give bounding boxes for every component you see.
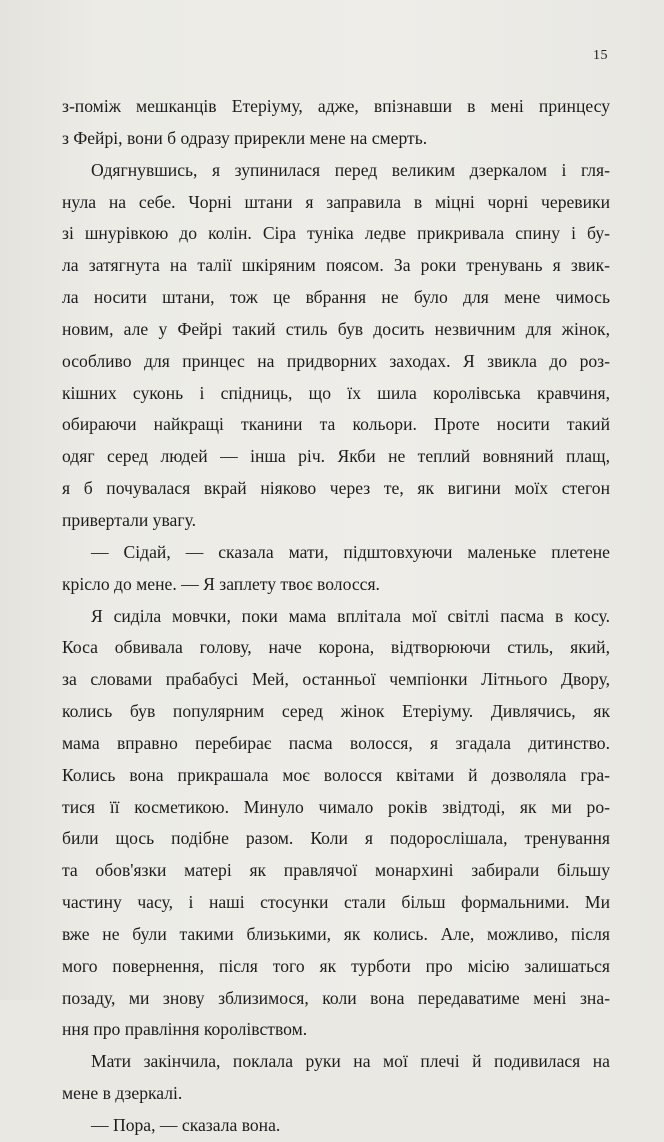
text-line: тися її косметикою. Минуло чимало років звідтоді, як ми ро- xyxy=(62,796,610,817)
text-line: зі шнурівкою до колін. Сіра туніка ледве прикривала спину і бу- xyxy=(62,223,610,244)
text-line: Я сиділа мовчки, поки мама вплітала мої світлі пасма в косу. xyxy=(91,605,610,626)
text-line: Коса обвивала голову, наче корона, відтворюючи стиль, який, xyxy=(62,637,610,658)
page-number: 15 xyxy=(593,48,608,63)
text-line: новим, але у Фейрі такий стиль був досить незвичним для жінок, xyxy=(62,318,610,339)
text-line: вже не були такими близькими, як колись. Але, можливо, після xyxy=(62,923,610,944)
text-line: за словами прабабусі Мей, останньої чемпіонки Літнього Двору, xyxy=(62,669,610,690)
text-line: били щось подібне разом. Коли я подорослішала, тренування xyxy=(62,828,610,849)
text-line: кішних суконь і спідниць, що їх шила королівська кравчиня, xyxy=(62,382,610,403)
text-line: я б почувалася вкрай ніяково через те, як вигини моїх стегон xyxy=(62,478,610,499)
body-text xyxy=(62,91,610,1142)
text-line: колись був популярним серед жінок Етеріуму. Дивлячись, як xyxy=(62,701,610,722)
text-line: обираючи найкращі тканини та кольори. Проте носити такий xyxy=(62,414,610,435)
text-line: Мати закінчила, поклала руки на мої плечі й подивилася на xyxy=(91,1051,610,1072)
text-line: Колись вона прикрашала моє волосся квітами й дозволяла гра- xyxy=(62,764,610,785)
text-line: позаду, ми знову зблизимося, коли вона передаватиме мені зна- xyxy=(62,987,610,1008)
text-line: привертали увагу. xyxy=(62,509,196,530)
text-line: — Пора, — сказала вона. xyxy=(91,1115,281,1135)
text-line: з Фейрі, вони б одразу прирекли мене на смерть. xyxy=(62,127,428,148)
text-line: — Сідай, — сказала мати, підштовхуючи маленьке плетене xyxy=(91,541,610,562)
text-line: частину часу, і наші стосунки стали більш формальними. Ми xyxy=(62,892,610,913)
text-line: Одягнувшись, я зупинилася перед великим дзеркалом і гля- xyxy=(91,159,610,180)
text-line: мого повернення, після того як турботи про місію залишаться xyxy=(62,955,610,976)
text-line: з-поміж мешканців Етеріуму, адже, впізнавши в мені принцесу xyxy=(62,96,610,116)
text-line: мене в дзеркалі. xyxy=(62,1083,183,1104)
text-line: крісло до мене. — Я заплету твоє волосся. xyxy=(62,573,380,594)
text-line: особливо для принцес на придворних заходах. Я звикла до роз- xyxy=(62,350,610,371)
text-line: ла носити штани, тож це вбрання не було для мене чимось xyxy=(62,287,610,308)
text-line: мама вправно перебирає пасма волосся, я згадала дитинство. xyxy=(62,732,610,753)
text-line: нула на себе. Чорні штани я заправила в міцні чорні черевики xyxy=(62,191,610,212)
text-line: ла затягнута на талії шкіряним поясом. За роки тренувань я звик- xyxy=(62,255,610,276)
text-line: та обов'язки матері як правлячої монархині забирали більшу xyxy=(62,860,610,881)
text-line: одяг серед людей — інша річ. Якби не теплий вовняний плащ, xyxy=(62,446,610,467)
text-line: ння про правління королівством. xyxy=(62,1019,308,1040)
